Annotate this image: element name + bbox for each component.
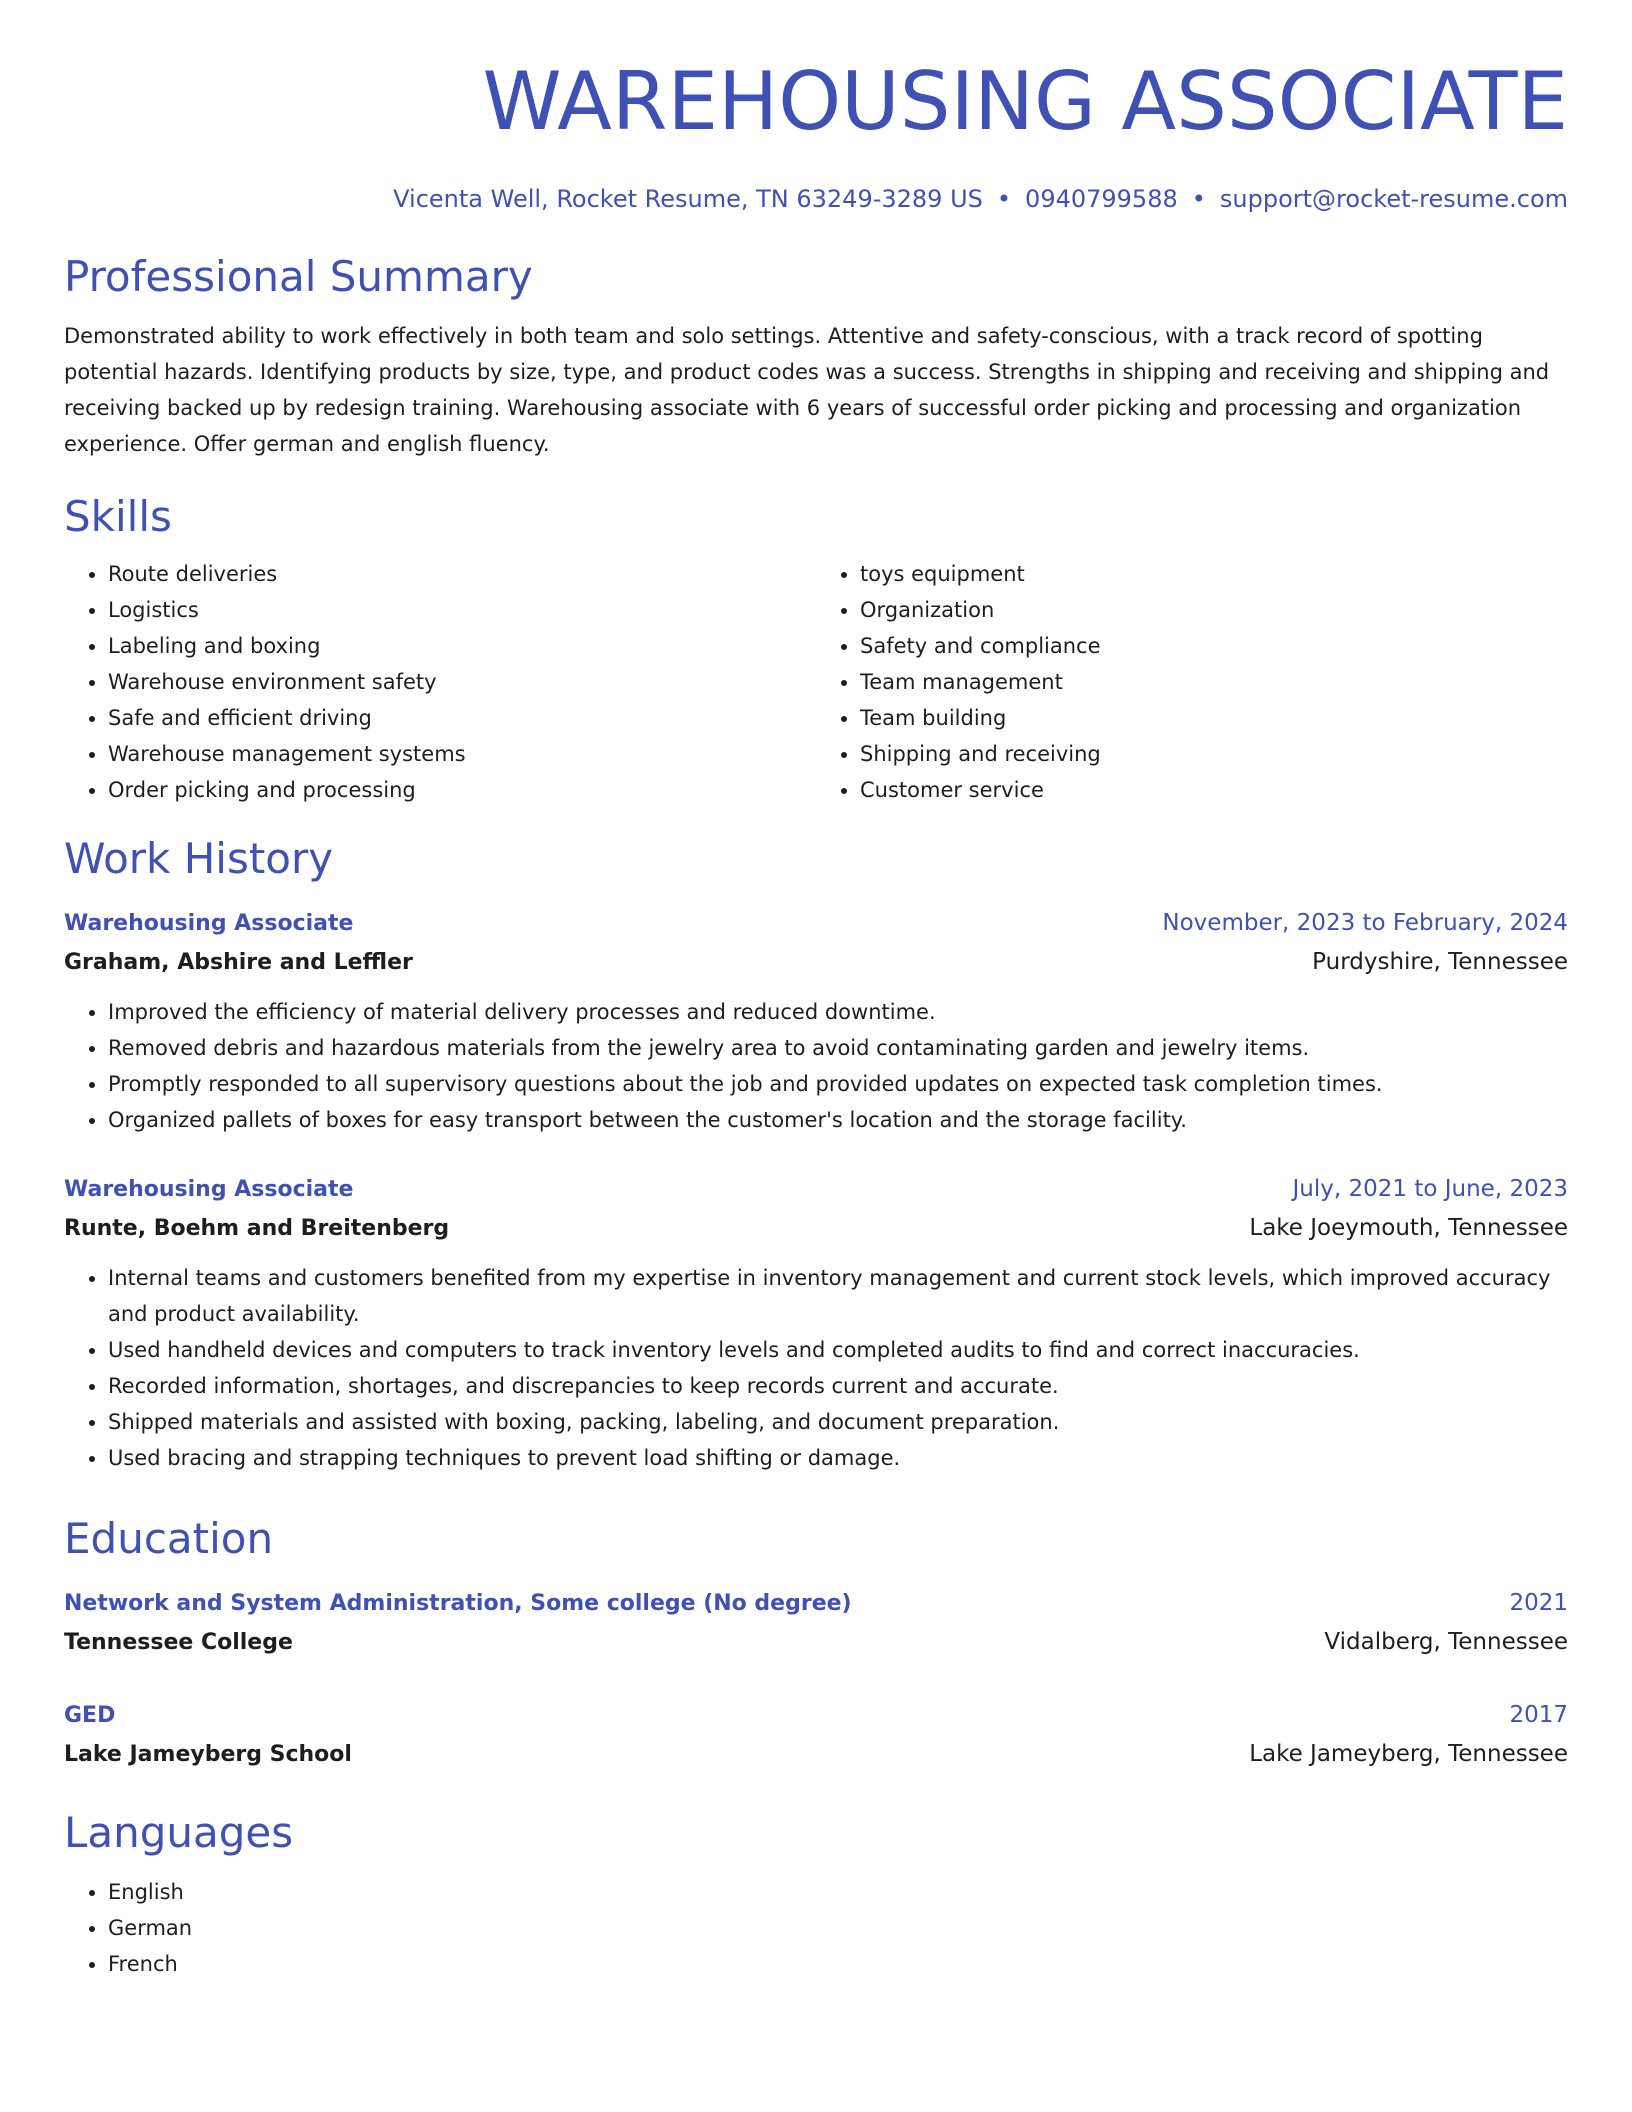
job-company-row [64,943,1568,982]
job-title-heading: WAREHOUSING ASSOCIATE [482,55,1568,148]
skills-list-right [816,556,1568,808]
job-dates: November, 2023 to February, 2024 [1162,910,1568,936]
job-bullet: • Recorded information, shortages, and discrepancies to keep records current and accurate. [108,1368,1568,1404]
skill-item: • Warehouse environment safety [108,664,816,700]
education-degree: Network and System Administration, Some college (No degree) [64,1591,852,1616]
job-bullets [64,1260,1568,1476]
language-item: • French [108,1946,1568,1982]
job-title: Warehousing Associate [64,1177,354,1202]
languages-list [64,1874,1568,1982]
job-bullets [64,994,1568,1138]
education-heading: Education [64,1514,274,1563]
education-degree-row [64,1584,1568,1623]
job-bullet: • Improved the efficiency of material delivery processes and reduced downtime. [108,994,1568,1030]
resume-header [64,52,1568,216]
job-bullet: • Used bracing and strapping techniques to prevent load shifting or damage. [108,1440,1568,1476]
skills-columns [64,556,1568,808]
job-bullet: • Shipped materials and assisted with boxing, packing, labeling, and document preparation. [108,1404,1568,1440]
job-dates: July, 2021 to June, 2023 [1292,1176,1568,1202]
skill-item: • Route deliveries [108,556,816,592]
job-bullet: • Used handheld devices and computers to track inventory levels and completed audits to find and correct inaccuracies. [108,1332,1568,1368]
job-title-row [64,1170,1568,1209]
job-entry [64,904,1568,1138]
job-company: Runte, Boehm and Breitenberg [64,1216,450,1241]
contact-email[interactable]: support@rocket-resume.com [1219,185,1568,213]
skill-item: • Team building [860,700,1568,736]
skill-item: • Team management [860,664,1568,700]
contact-separator: • [1191,185,1206,213]
job-bullet: • Promptly responded to all supervisory questions about the job and provided updates on expected task completion times. [108,1066,1568,1102]
education-school: Tennessee College [64,1630,293,1655]
skill-item: • Safe and efficient driving [108,700,816,736]
job-title-row [64,904,1568,943]
job-bullet: • Removed debris and hazardous materials from the jewelry area to avoid contaminating garden and jewelry items. [108,1030,1568,1066]
contact-line [64,182,1568,216]
education-degree: GED [64,1703,116,1728]
skills-list-left [64,556,816,808]
education-year: 2017 [1509,1702,1568,1728]
education-school: Lake Jameyberg School [64,1742,352,1767]
job-company: Graham, Abshire and Leffler [64,950,413,975]
skill-item: • Warehouse management systems [108,736,816,772]
job-company-row [64,1209,1568,1248]
summary-text: Demonstrated ability to work effectively in both team and solo settings. Attentive and safety-conscious, with a track record of spotting potential hazards. Identifying products by size, type, and product codes was a success. Strengths in shipping and receiving and shipping and receiving backed up by redesign training. Warehousing associate with 6 years of successful order picking and processing and organization experience. Offer german and english fluency. [64,324,1550,456]
education-entry [64,1696,1568,1774]
skill-item: • Logistics [108,592,816,628]
summary-heading: Professional Summary [64,252,533,301]
language-item: • English [108,1874,1568,1910]
contact-address: Vicenta Well, Rocket Resume, TN 63249-3289 US [393,185,983,213]
job-bullet: • Internal teams and customers benefited from my expertise in inventory management and current stock levels, which improved accuracy and product availability. [108,1260,1568,1332]
skill-item: • Shipping and receiving [860,736,1568,772]
education-school-row [64,1735,1568,1774]
education-location: Vidalberg, Tennessee [1324,1629,1568,1655]
job-title: Warehousing Associate [64,911,354,936]
education-entry [64,1584,1568,1662]
skill-item: • Labeling and boxing [108,628,816,664]
skill-item: • Order picking and processing [108,772,816,808]
education-degree-row [64,1696,1568,1735]
languages-heading: Languages [64,1808,294,1857]
job-entry [64,1170,1568,1476]
language-item: • German [108,1910,1568,1946]
contact-separator: • [996,185,1012,213]
education-school-row [64,1623,1568,1662]
skill-item: • toys equipment [860,556,1568,592]
skill-item: • Customer service [860,772,1568,808]
skill-item: • Organization [860,592,1568,628]
skill-item: • Safety and compliance [860,628,1568,664]
job-location: Lake Joeymouth, Tennessee [1249,1215,1568,1241]
skills-heading: Skills [64,492,172,541]
job-bullet: • Organized pallets of boxes for easy transport between the customer's location and the storage facility. [108,1102,1568,1138]
education-year: 2021 [1509,1590,1568,1616]
work-history-heading: Work History [64,834,334,883]
education-location: Lake Jameyberg, Tennessee [1249,1741,1568,1767]
job-location: Purdyshire, Tennessee [1312,949,1568,975]
contact-phone[interactable]: 0940799588 [1025,185,1178,213]
